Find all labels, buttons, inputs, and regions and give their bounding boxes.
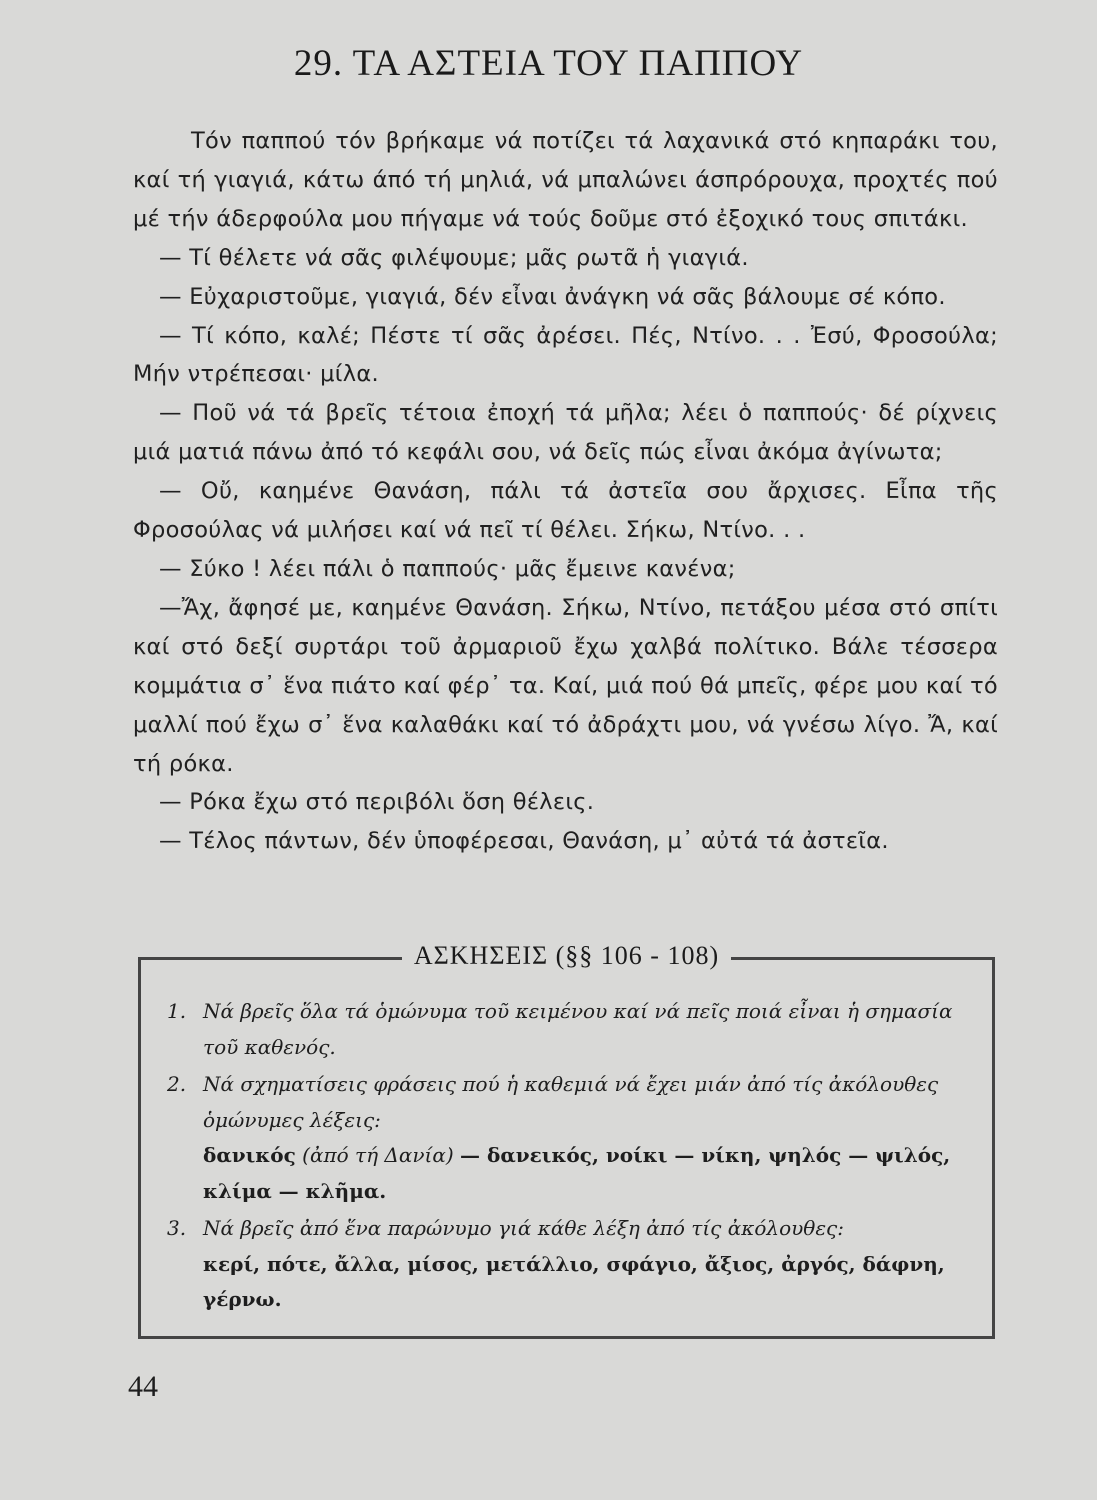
narrative-paragraph: Τόν παππού τόν βρήκαμε νά ποτίζει τά λαχανικά στό κηπαράκι του, καί τή γιαγιά, κάτω άπό τή μηλιά, νά μπαλώνει άσπρόρουχα, προχτές πού μέ τήν άδερφούλα μου πήγαμε νά τούς δοῦμε στό ἐξοχικό τους σπιτάκι. — [133, 128, 998, 232]
exercise-list — [167, 994, 967, 1320]
exercises-heading-wrap — [141, 938, 992, 974]
dialogue-line: — Εὐχαριστοῦμε, γιαγιά, δέν εἶναι ἀνάγκη νά σᾶς βάλουμε σέ κόπο. — [159, 283, 946, 310]
page-number: 44 — [128, 1370, 158, 1403]
dialogue-line: — Τί κόπο, καλέ; Πέστε τί σᾶς ἀρέσει. Πές, Ντίνο. . . Ἐσύ, Φροσούλα; Μήν ντρέπεσαι· μίλα. — [133, 322, 998, 388]
exercise-text: Νά βρεῖς ἀπό ἕνα παρώνυμο γιά κάθε λέξη ἀπό τίς ἀκόλουθες: — [203, 1216, 844, 1240]
dialogue-line: — Σύκο ! λέει πάλι ὁ παππούς· μᾶς ἔμεινε κανένα; — [159, 555, 736, 582]
exercise-item — [167, 1211, 967, 1318]
reading-text — [133, 122, 998, 861]
exercise-item — [167, 994, 967, 1065]
exercise-words: — δανεικός, νοίκι — νίκη, ψηλός — ψιλός, κλίμα — κλῆμα. — [203, 1143, 951, 1203]
page-title: 29. ΤΑ ΑΣΤΕΙΑ ΤΟΥ ΠΑΠΠΟΥ — [293, 43, 804, 84]
exercise-text: Νά βρεῖς ὅλα τά ὁμώνυμα τοῦ κειμένου καί νά πεῖς ποιά εἶναι ἡ σημασία τοῦ καθενός. — [203, 999, 953, 1059]
dialogue-line: —Ἄχ, ἄφησέ με, καημένε Θανάση. Σήκω, Ντίνο, πετάξου μέσα στό σπίτι καί στό δεξί συρτάρι τοῦ ἀρμαριοῦ ἔχω χαλβά πολίτικο. Βάλε τέσσερα κομμάτια σ᾽ ἕνα πιάτο καί φέρ᾽ τα. Καί, μιά πού θά μπεῖς, φέρε μου καί τό μαλλί πού ἔχω σ᾽ ἕνα καλαθάκι καί τό ἀδράχτι μου, νά γνέσω λίγο. Ἄ, καί τή ρόκα. — [133, 594, 998, 777]
exercise-number: 3. — [167, 1216, 187, 1240]
exercise-parenthetical: (ἀπό τή Δανία) — [295, 1143, 461, 1167]
dialogue-line: — Τί θέλετε νά σᾶς φιλέψουμε; μᾶς ρωτᾶ ἡ γιαγιά. — [159, 244, 749, 271]
exercise-text: Νά σχηματίσεις φράσεις πού ἡ καθεμιά νά ἔχει μιάν ἀπό τίς ἀκόλουθες ὁμώνυμες λέξεις: — [203, 1072, 939, 1132]
exercises-heading: ΑΣΚΗΣΕΙΣ (§§ 106 - 108) — [402, 938, 731, 974]
exercise-words: δανικός — [203, 1143, 296, 1167]
dialogue-line: — Τέλος πάντων, δέν ὑποφέρεσαι, Θανάση, μ᾽ αὐτά τά ἀστεῖα. — [159, 828, 889, 855]
exercise-number: 2. — [167, 1072, 187, 1096]
exercises-box — [138, 941, 995, 1339]
exercise-number: 1. — [167, 999, 187, 1023]
dialogue-line: — Οὔ, καημένε Θανάση, πάλι τά ἀστεῖα σου ἄρχισες. Εἶπα τῆς Φροσούλας νά μιλήσει καί νά πεῖ τί θέλει. Σήκω, Ντίνο. . . — [133, 478, 998, 544]
exercise-item — [167, 1067, 967, 1209]
dialogue-line: — Ποῦ νά τά βρεῖς τέτοια ἐποχή τά μῆλα; λέει ὁ παππούς· δέ ρίχνεις μιά ματιά πάνω ἀπό τό κεφάλι σου, νά δεῖς πώς εἶναι ἀκόμα ἀγίνωτα; — [133, 400, 998, 466]
exercise-words: κερί, πότε, ἄλλα, μίσος, μετάλλιο, σφάγιο, ἄξιος, ἀργός, δάφνη, γέρνω. — [203, 1251, 945, 1311]
dialogue-line: — Ρόκα ἔχω στό περιβόλι ὅση θέλεις. — [159, 789, 595, 816]
